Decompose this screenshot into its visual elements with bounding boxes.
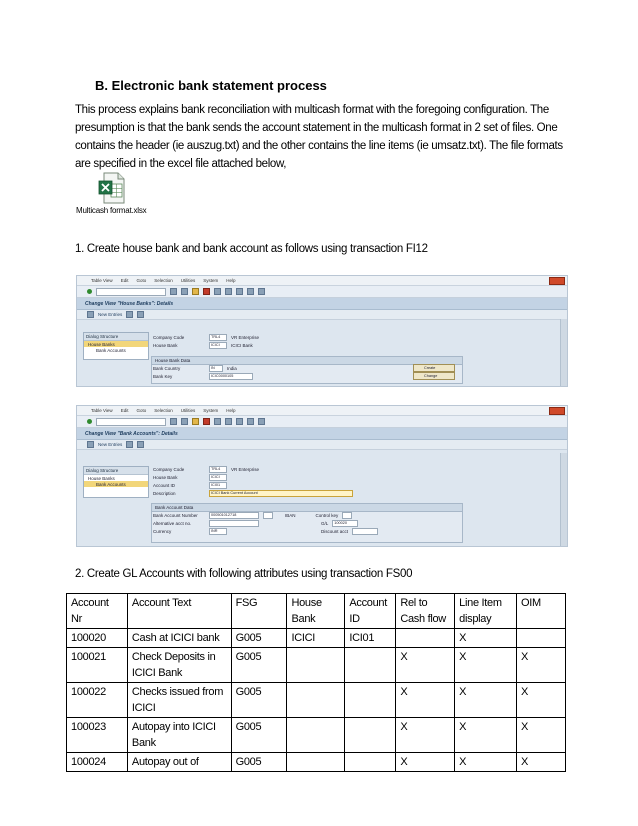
command-field [96, 288, 166, 296]
column-header: FSG [231, 594, 287, 629]
find-icon [225, 418, 232, 425]
table-cell: X [517, 683, 566, 718]
menu-item: Table View [91, 408, 113, 413]
table-cell: Cash at ICICI bank [127, 629, 231, 648]
table-cell [287, 683, 345, 718]
page-icon [247, 288, 254, 295]
control-key-field [342, 512, 352, 519]
field-label: Alternative acct no. [153, 521, 192, 526]
exit-icon [192, 288, 199, 295]
back-icon [181, 418, 188, 425]
table-cell: G005 [231, 629, 287, 648]
menu-item: Help [226, 278, 236, 283]
bank-country-field: IN [209, 365, 223, 372]
exit-icon [192, 418, 199, 425]
bank-country-text: India [227, 366, 237, 371]
table-cell: X [517, 718, 566, 753]
bank-key-field: ICIC0000105 [209, 373, 253, 380]
sap-screen-title: Change View "House Banks": Details [77, 298, 567, 310]
iban-label: IBAN [285, 513, 296, 518]
display-change-icon [87, 441, 94, 448]
menu-item: Selection [154, 408, 173, 413]
field-label: House Bank [153, 475, 178, 480]
tree-item-bank-accounts: Bank Accounts [84, 481, 148, 487]
help-icon [258, 418, 265, 425]
table-row [67, 648, 566, 683]
cancel-icon [203, 418, 210, 425]
group-title: House Bank Data [152, 357, 462, 365]
table-cell: X [396, 648, 455, 683]
save-icon [170, 288, 177, 295]
table-cell [287, 718, 345, 753]
table-cell: 100022 [67, 683, 128, 718]
delete-icon [137, 441, 144, 448]
new-entries-label: New Entries [98, 442, 123, 447]
attachment-caption[interactable]: Multicash format.xlsx [76, 206, 147, 215]
paragraph-line: presumption is that the bank sends the account statement in the multicash format in 2 set of files. One [75, 122, 558, 134]
field-label: Currency [153, 529, 172, 534]
page-icon [236, 288, 243, 295]
menu-item: Utilities [180, 278, 196, 283]
bank-country-row [153, 365, 237, 372]
field-label: Description [153, 491, 176, 496]
alternative-acct-row [153, 520, 358, 527]
bank-account-number-row [153, 512, 352, 519]
table-cell: X [455, 683, 517, 718]
table-row [67, 629, 566, 648]
table-cell: Autopay out of [127, 753, 231, 772]
tree-header: Dialog Structure [84, 467, 148, 475]
sap-menubar [77, 276, 567, 286]
new-entries-label: New Entries [98, 312, 123, 317]
field-label: Bank Country [153, 366, 181, 371]
menu-item: Table View [91, 278, 113, 283]
table-cell: X [517, 753, 566, 772]
command-field [96, 418, 166, 426]
step-1-text: 1. Create house bank and bank account as follows using transaction FI12 [75, 243, 428, 255]
excel-file-icon[interactable] [98, 172, 126, 204]
table-cell: G005 [231, 753, 287, 772]
sap-bank-accounts-screenshot [76, 405, 568, 547]
field-label: Account ID [153, 483, 176, 488]
table-cell: Check Deposits in ICICI Bank [127, 648, 231, 683]
change-button: Change [413, 372, 455, 380]
menu-item: Help [226, 408, 236, 413]
bank-key-row [153, 373, 253, 380]
table-cell [517, 629, 566, 648]
display-change-icon [87, 311, 94, 318]
group-title: Bank Account Data [152, 504, 462, 512]
table-cell: X [396, 718, 455, 753]
table-cell: G005 [231, 718, 287, 753]
table-cell: X [396, 683, 455, 718]
company-code-row [153, 334, 259, 341]
gl-accounts-table [66, 593, 566, 772]
alternative-acct-field [209, 520, 259, 527]
table-cell: X [455, 629, 517, 648]
page-icon [236, 418, 243, 425]
table-cell [396, 629, 455, 648]
intro-paragraph [75, 101, 570, 173]
dialog-structure-tree [83, 466, 149, 498]
sap-application-toolbar [77, 440, 567, 450]
tree-item-bank-accounts: Bank Accounts [96, 348, 126, 353]
table-cell [345, 648, 396, 683]
section-heading: B. Electronic bank statement process [95, 78, 327, 93]
table-cell: X [517, 648, 566, 683]
table-cell: 100024 [67, 753, 128, 772]
field-label: Company Code [153, 335, 185, 340]
sap-house-bank-screenshot [76, 275, 568, 387]
paragraph-line: are specified in the excel file attached below, [75, 158, 287, 170]
table-cell [345, 683, 396, 718]
table-cell: 100020 [67, 629, 128, 648]
sap-toolbar [77, 416, 567, 428]
house-bank-row [153, 342, 253, 349]
help-icon [258, 288, 265, 295]
column-header: Account ID [345, 594, 396, 629]
house-bank-text: ICICI Bank [231, 343, 253, 348]
sap-toolbar [77, 286, 567, 298]
table-cell [345, 718, 396, 753]
currency-row [153, 528, 378, 535]
menu-item: Utilities [180, 408, 196, 413]
house-bank-field: ICICI [209, 474, 227, 481]
account-id-row [153, 482, 227, 489]
company-code-text: VR Enterprise [231, 335, 260, 340]
back-icon [181, 288, 188, 295]
tree-item-house-banks: House Banks [88, 476, 115, 481]
table-cell: Autopay into ICICI Bank [127, 718, 231, 753]
column-header: Account Nr [67, 594, 128, 629]
table-cell [287, 648, 345, 683]
dialog-structure-tree [83, 332, 149, 360]
house-bank-row [153, 474, 227, 481]
table-cell: 100021 [67, 648, 128, 683]
table-cell [287, 753, 345, 772]
description-row [153, 490, 353, 497]
table-cell: X [396, 753, 455, 772]
table-row [67, 718, 566, 753]
table-row [67, 753, 566, 772]
bank-account-number-field: 000501012718 [209, 512, 259, 519]
sap-application-toolbar [77, 310, 567, 320]
house-bank-field: ICICI [209, 342, 227, 349]
sap-screen-title: Change View "Bank Accounts": Details [77, 428, 567, 440]
scrollbar [560, 319, 567, 386]
table-cell: ICI01 [345, 629, 396, 648]
print-icon [214, 418, 221, 425]
lookup-field [263, 512, 273, 519]
delete-icon [137, 311, 144, 318]
field-label: House Bank [153, 343, 178, 348]
menu-item: Edit [120, 278, 129, 283]
menu-item: System [203, 408, 219, 413]
enter-icon [87, 289, 92, 294]
scrollbar [560, 453, 567, 546]
window-close-icon [549, 277, 565, 285]
menu-item: System [203, 278, 219, 283]
tree-item-house-banks: House Banks [84, 341, 148, 347]
menu-item: Goto [136, 278, 147, 283]
menu-item: Selection [154, 278, 173, 283]
gl-field: 100020 [332, 520, 358, 527]
menu-item: Edit [120, 408, 129, 413]
column-header: OIM [517, 594, 566, 629]
company-code-field: TRL4 [209, 466, 227, 473]
menu-item: Goto [136, 408, 147, 413]
sap-menubar [77, 406, 567, 416]
tree-header: Dialog Structure [84, 333, 148, 341]
column-header: Rel to Cash flow [396, 594, 455, 629]
table-cell: X [455, 753, 517, 772]
cancel-icon [203, 288, 210, 295]
column-header: Line Item display [455, 594, 517, 629]
table-cell: ICICI [287, 629, 345, 648]
gl-label: G/L [321, 521, 329, 526]
enter-icon [87, 419, 92, 424]
company-code-text: VR Enterprise [231, 467, 260, 472]
discount-acct-field [352, 528, 378, 535]
save-icon [170, 418, 177, 425]
copy-icon [126, 311, 133, 318]
field-label: Company Code [153, 467, 185, 472]
copy-icon [126, 441, 133, 448]
table-row [67, 683, 566, 718]
table-cell [345, 753, 396, 772]
column-header: Account Text [127, 594, 231, 629]
page-icon [247, 418, 254, 425]
table-cell: 100023 [67, 718, 128, 753]
control-key-label: Control key [315, 513, 339, 518]
print-icon [214, 288, 221, 295]
field-label: Bank Account Number [153, 513, 198, 518]
table-cell: Checks issued from ICICI [127, 683, 231, 718]
description-field: ICICI Bank Current Account [209, 490, 353, 497]
create-button: Create [413, 364, 455, 372]
currency-field: INR [209, 528, 227, 535]
table-cell: G005 [231, 648, 287, 683]
step-2-text: 2. Create GL Accounts with following attributes using transaction FS00 [75, 568, 413, 580]
table-cell: X [455, 648, 517, 683]
column-header: House Bank [287, 594, 345, 629]
company-code-row [153, 466, 259, 473]
table-cell: X [455, 718, 517, 753]
paragraph-line: This process explains bank reconciliation with multicash format with the foregoing configuration. The [75, 104, 549, 116]
window-close-icon [549, 407, 565, 415]
find-icon [225, 288, 232, 295]
table-header-row [67, 594, 566, 629]
table-cell: G005 [231, 683, 287, 718]
discount-acct-label: Discount acct [321, 529, 349, 534]
company-code-field: TRL4 [209, 334, 227, 341]
field-label: Bank Key [153, 374, 173, 379]
paragraph-line: contains the header (ie auszug.txt) and the other contains the line items (ie umsatz.txt). The file formats [75, 140, 563, 152]
account-id-field: ICI01 [209, 482, 227, 489]
